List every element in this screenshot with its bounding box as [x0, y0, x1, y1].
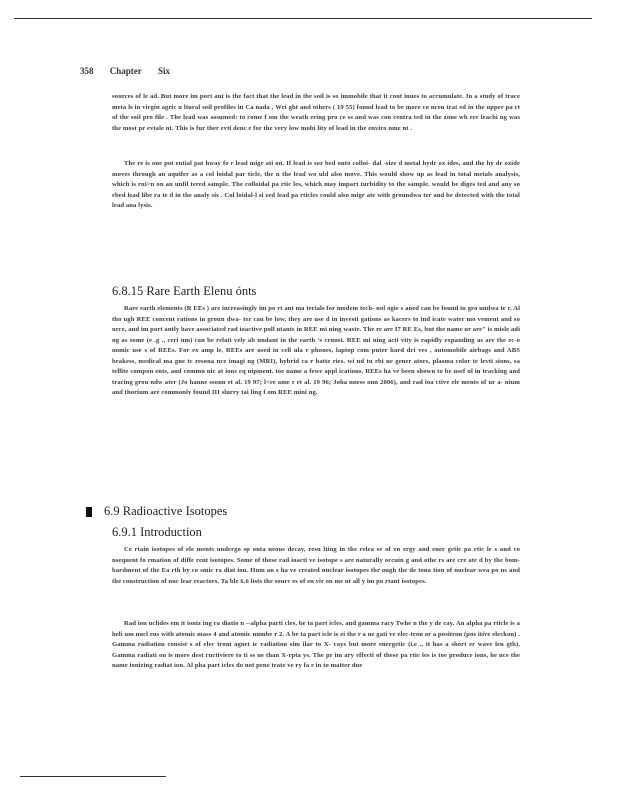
section-heading-6-8-15: 6.8.15 Rare Earth Elenu ónts — [112, 284, 257, 298]
page-number: 358 — [80, 66, 94, 76]
top-rule — [14, 18, 592, 19]
paragraph-lead-soil: sources of le ad. But more im port ant is the fact that the lead in the soil is so immobile that it cont inues to accumulate. In a study of trace meta ls in virgin agric u ltural soil profiles in Ca nada , Wri ght and others ( 19 55) found lead to be more co ncen trat ed in the upper pa rt of the soil pro file . The lead was assumed: to come f om the weath ering pro ce ss and was con centra ted in the zone wh ere leachi ng was the most pr evtale nt. This is fur ther evti denc e for the very low mobi lity of lead in the enviro nme nt . — [112, 93, 520, 132]
paragraph-isotopes-intro: Ce rtain isotopes of ele ments undergo sp onta neous decay, resu lting in the relea se of en ergy and ener getic pa rtic le s and co nsequent fo rmation of diffe rent isotopes. Some of these rad ioacti ve isotope s are naturally occuin g and othe rs are cre ate d by the bom- bardment of the Ea rth by co smic ra diat ion. Hum an s ha ve created nuclear isotopes thr ough the de tona tion of nuclear wea po ns and the construction of nuc lear reactors. Ta ble 6.6 lists the sourc es of en vir on me nt all y im po rtant isotopes. — [112, 546, 520, 585]
paragraph-lead-migration: The re is one pot ential pat hway fo r lead migr ati on. If lead is sor bed onto colloi- dal -size d metal hydr ox ides, and the hy dr oxide moves through an aquifer as a col loidal par ticle, the n the lead wo uld also move. This would show up as lead in total metals analysis, which is rui>n on an unfil tered sample. The colloidal pa rtic les, which may impart turbidity to the sample. would be diges ted and any so rbed lead libe ra te d in the analy sis . Col loidal-l si zed lead pa rticles could also migr ate with groundwa ter and be detected with the total lead ana lysis. — [112, 160, 520, 209]
section-heading-6-9-1: 6.9.1 Introduction — [112, 525, 202, 539]
running-header — [80, 66, 184, 76]
chapter-name: Six — [158, 66, 171, 76]
section-marker — [86, 507, 92, 517]
paragraph-radiation-types: Rad ion uclides em it ioniz ing ra diatio n --alpha parti cles, be ta part icles, and gamma racy Twhe n the y de cay. An alpha pa rticle is a heli um nucl eus with atomic mass 4 and atomic numbe r 2. A be ta part icle is ei the r a ne gati ve elec-tron or a positron (pos itive eleckon) . Gamma radiation consist s of elec trom agnet ic radiation sim ilar to X- rays but more energetic (i.e ., it has a short er wave len gth). Gamma radiati on is more dest ructiviere to ti ss ue than X-rpta ys. The pr im ary effecti of these pa rtic les is toe produce ions, he nce the name ionizing radiat ion. Al pha part icles do not pene trate ve ry fa r in to matter due — [112, 620, 520, 669]
chapter-label: Chapter — [109, 66, 142, 76]
section-heading-6-9: 6.9 Radioactive Isotopes — [104, 504, 228, 518]
bottom-rule — [20, 776, 166, 777]
paragraph-rare-earth: Rare earth elements (R EEs ) are increasingly im po rt ant ma terials for modem tech- nol ogie s aned can be found in gro undwa te r. Al tho ugh REE concent rations in groun dwa- ter can be low, they are use d in investi gations as kacers to ind icate water mo vement and so urce, and im port antly have associated rad ioactive poll utants in REE mi ning waste. The re are I7 RE Es, but the name ur are" is misle adi ng as some (e .g ., ceri um) can be relati vely ab undant in the earth 's crunst. REE mi ning acti vity is rapidly expanding as are the ec-o nomic use s of REEs. For ex amp le, REEs are used in cell ula r phones, laptop com puter hard dri ves , automobile airbags and ABS brakess, medical ma gne tc resona nce imagi ng (MRI), hybrid ca r batte ries. wi nd tu rbi ne gener ators, plasma color te levti sions, sa tellite compon ents, and commu nic at ions eq uipment. toe name a fewe appl ications. REEs ha ve been shown to be usef ul in tracking and tracing grou ndw ater (Jo hanne ssonn et al. 19 97; l<re ame r et al. 19 96; Joha nness onn 2006), and rad ioa ctive ele ments of ur a- nium and thorium are commonly found III slurry tai ling f om REE mini ng. — [112, 305, 520, 396]
